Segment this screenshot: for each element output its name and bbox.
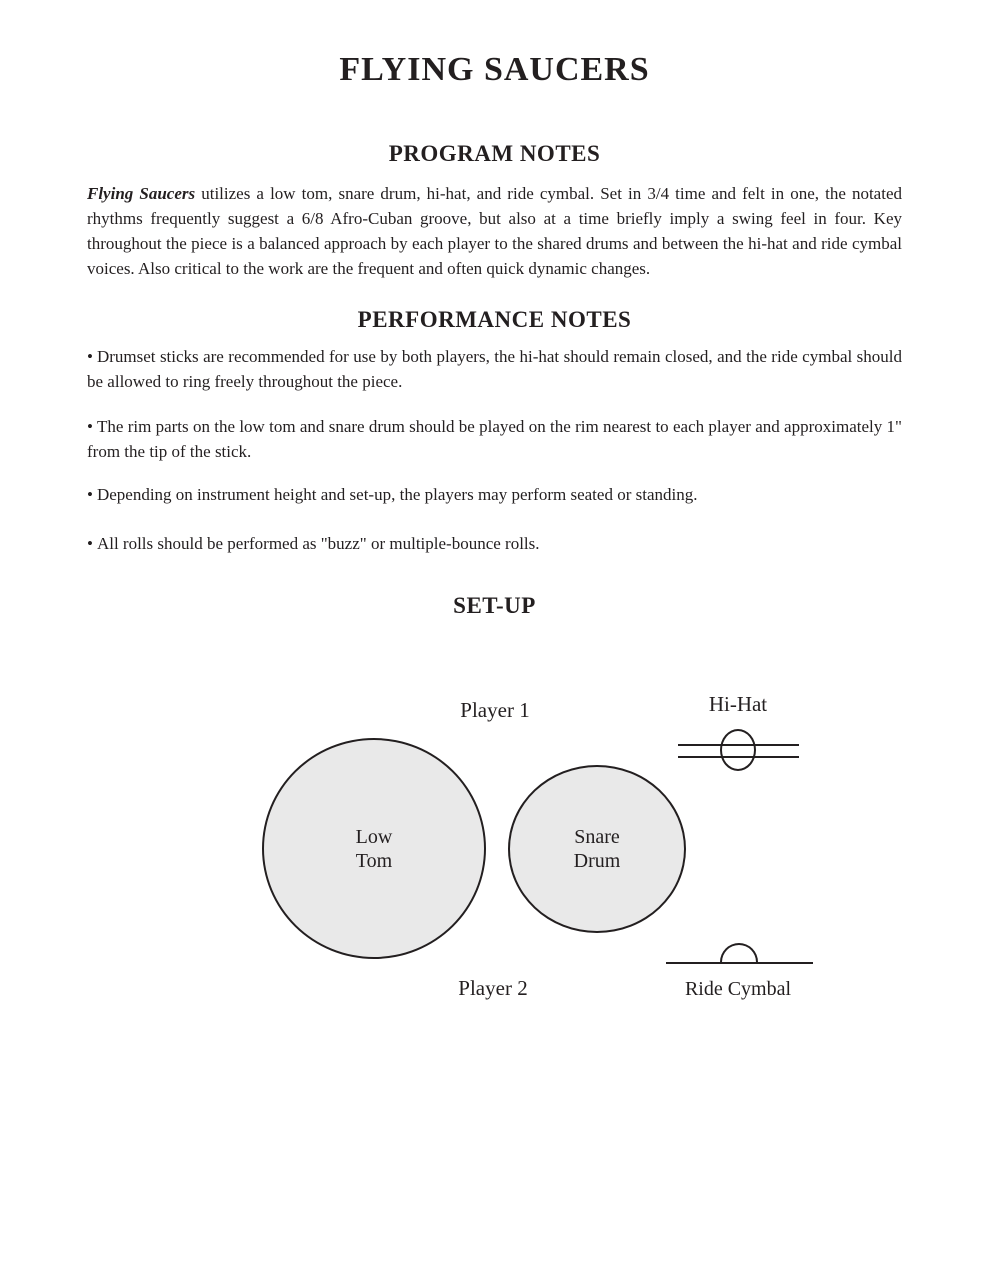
page-title: FLYING SAUCERS (339, 51, 650, 88)
snare-label-line1: Snare (574, 826, 620, 848)
ride-cymbal-icon (720, 943, 758, 964)
ride-cymbal-stand-line (666, 962, 813, 964)
setup-heading: SET-UP (453, 593, 536, 618)
program-notes-text: utilizes a low tom, snare drum, hi-hat, and ride cymbal. Set in 3/4 time and felt in one, the notated rhythms frequently suggest a 6/8 Afro-Cuban groove, but also at a time briefly imply a swing feel in four. Key throughout the piece is a balanced approach by each player to the shared drums and between the hi-hat and ride cymbal voices. Also critical to the work are the frequent and often quick dynamic changes. (87, 184, 903, 278)
hihat-label: Hi-Hat (708, 692, 768, 716)
performance-bullet-3 (87, 482, 902, 507)
bullet-text: The rim parts on the low tom and snare drum should be played on the rim nearest to each player and approximately 1" from the tip of the stick. (87, 417, 902, 461)
low-tom-circle (262, 738, 486, 959)
bullet-text: Depending on instrument height and set-up, the players may perform seated or standing. (96, 485, 698, 504)
piece-title-italic: Flying Saucers (87, 184, 196, 203)
snare-label-line2: Drum (573, 850, 621, 872)
bullet-icon: • (87, 347, 93, 366)
page-content (87, 52, 902, 619)
player2-label: Player 2 (458, 976, 528, 1000)
program-notes-heading: PROGRAM NOTES (388, 141, 601, 166)
low-tom-label-line2: Tom (355, 849, 393, 872)
performance-notes-heading: PERFORMANCE NOTES (357, 307, 632, 332)
bullet-icon: • (87, 485, 93, 504)
program-notes-paragraph (87, 181, 902, 281)
bullet-icon: • (87, 417, 93, 436)
performance-bullet-1 (87, 344, 902, 394)
player1-label: Player 1 (460, 698, 530, 722)
setup-diagram (0, 690, 989, 1035)
performance-bullet-2 (87, 414, 902, 464)
ride-cymbal-label: Ride Cymbal (684, 978, 792, 1000)
performance-bullet-4 (87, 531, 902, 556)
bullet-text: Drumset sticks are recommended for use by both players, the hi-hat should remain closed, and the ride cymbal should be allowed to ring freely throughout the piece. (87, 347, 902, 391)
bullet-icon: • (87, 534, 93, 553)
snare-drum-circle (508, 765, 686, 933)
low-tom-label-line1: Low (355, 825, 393, 848)
bullet-text: All rolls should be performed as "buzz" or multiple-bounce rolls. (96, 534, 540, 553)
hihat-icon (720, 729, 756, 771)
